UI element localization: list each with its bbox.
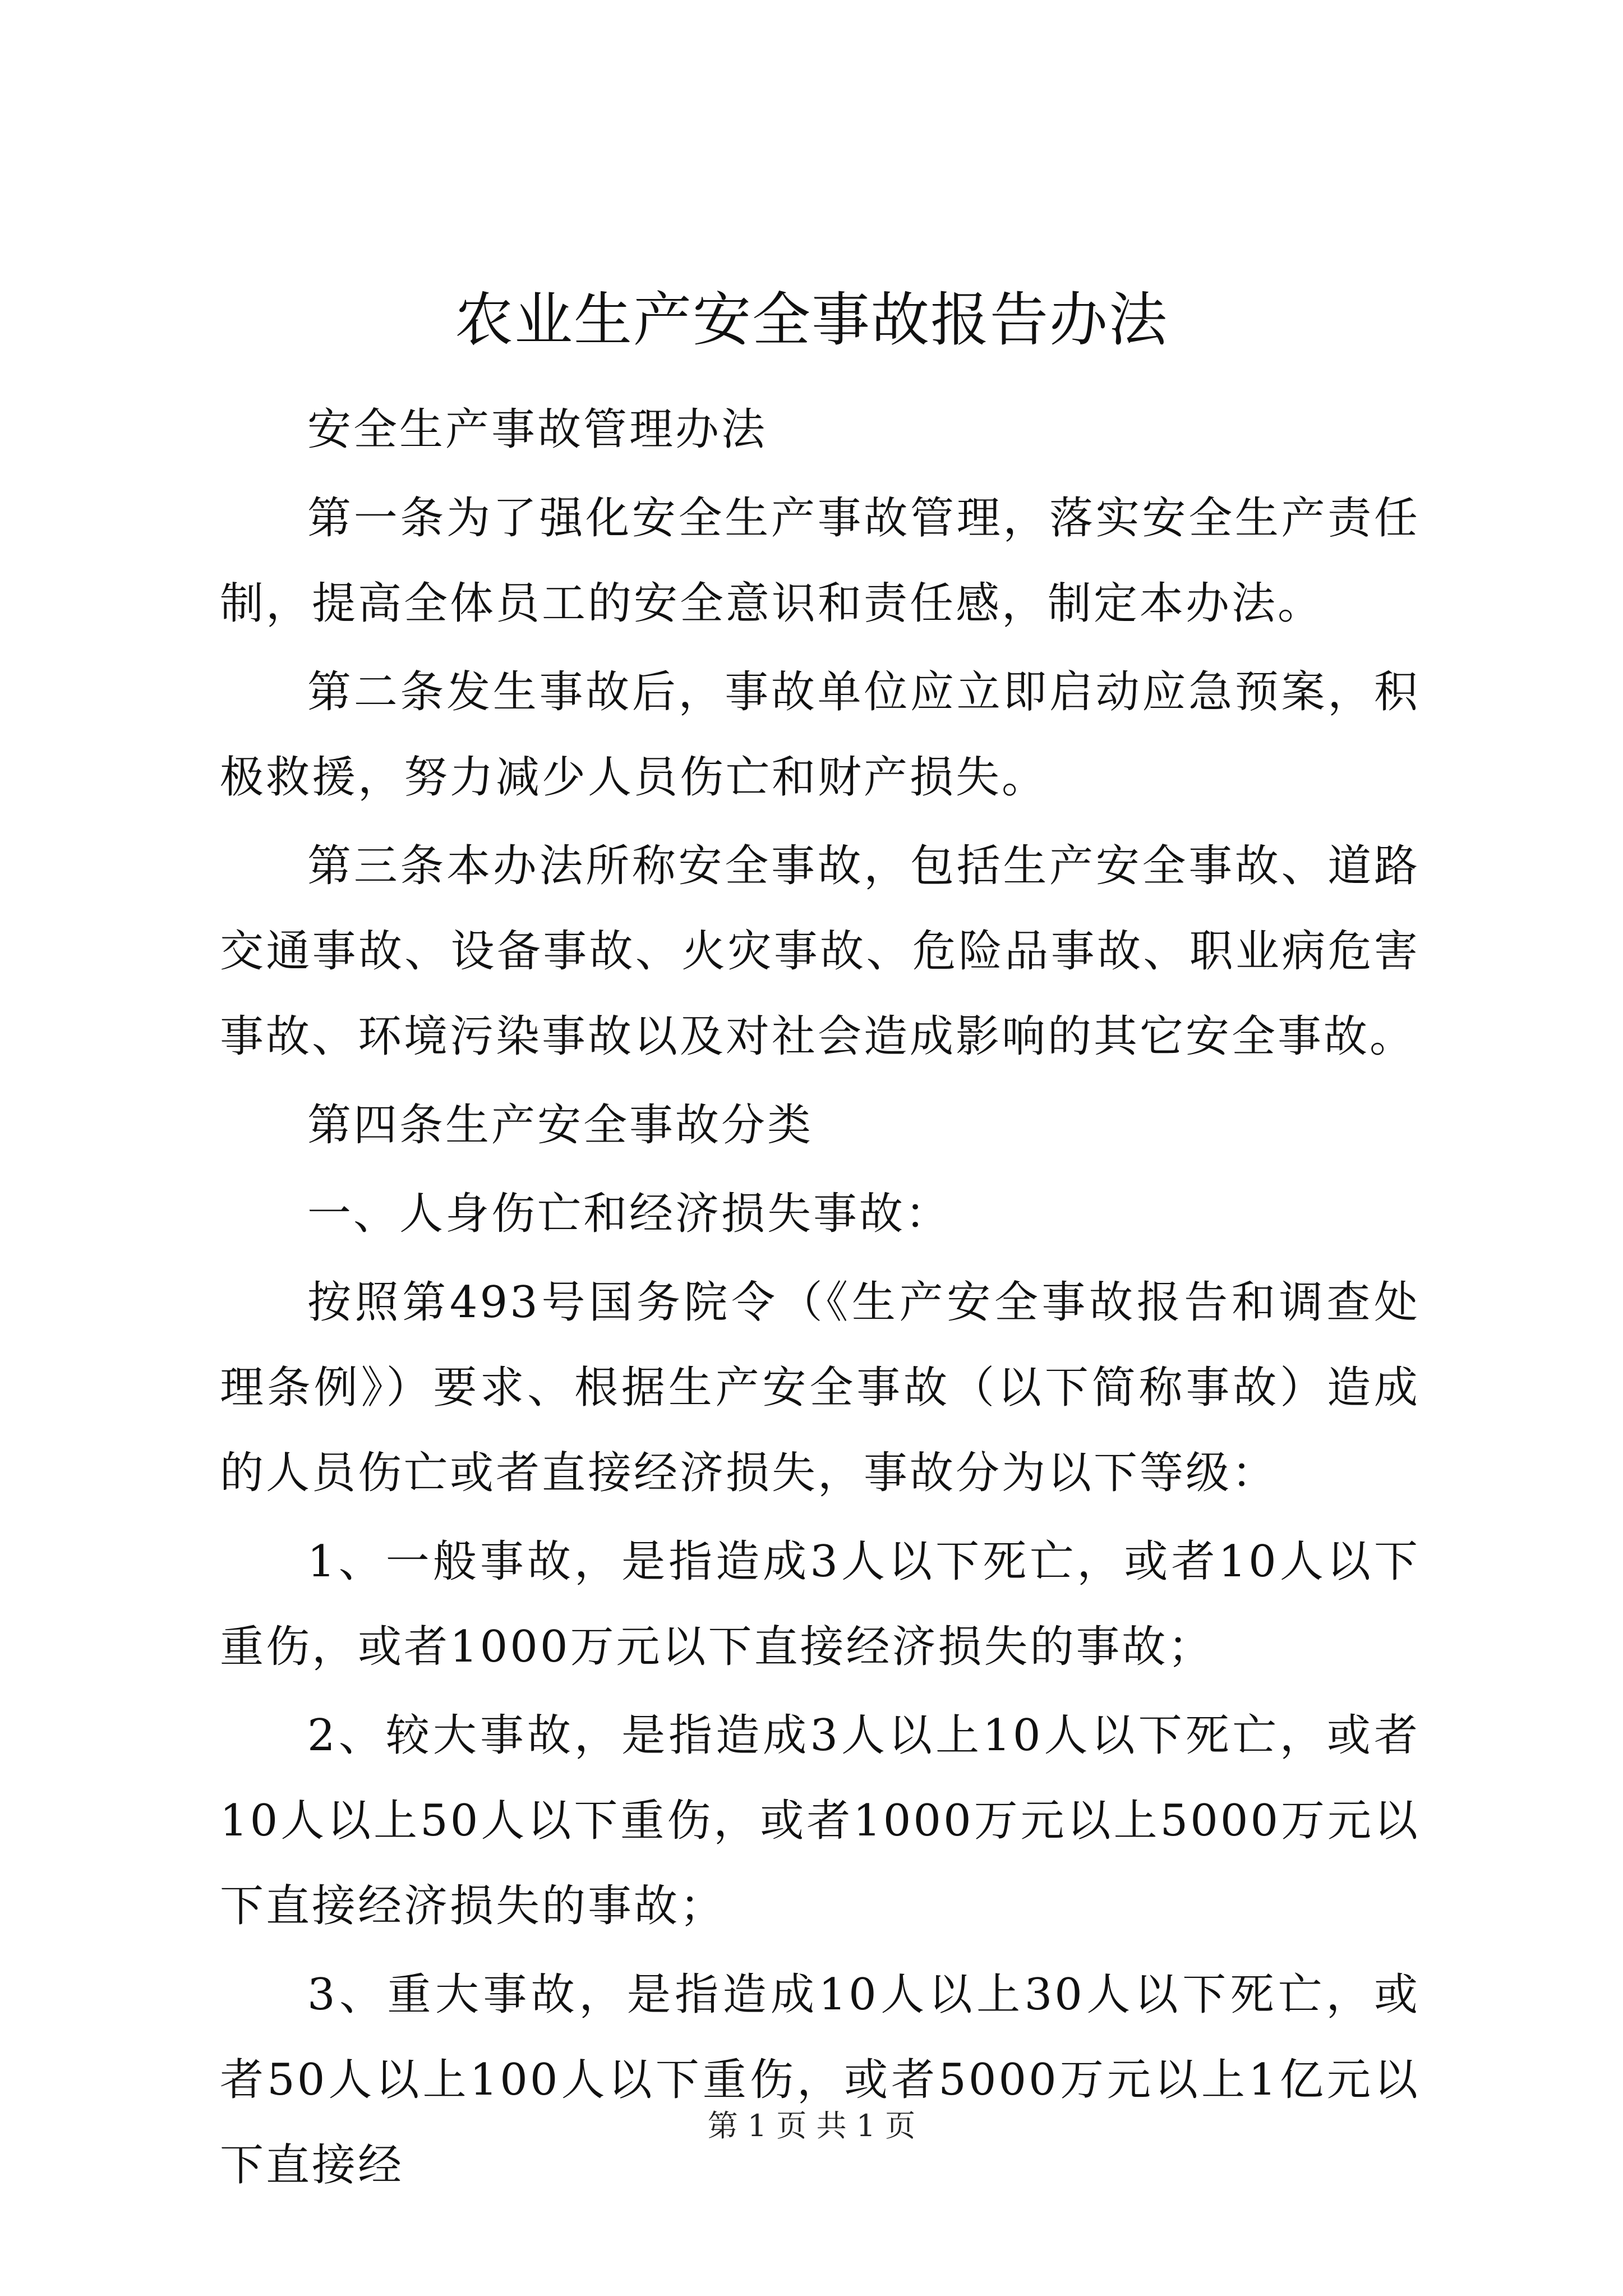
paragraph-heading: 安全生产事故管理办法 — [307, 404, 768, 455]
paragraph-article-3: 第三条本办法所称安全事故，包括生产安全事故、道路交通事故、设备事故、火灾事故、危险品事故、职业病危害事故、环境污染事故以及对社会造成影响的其它安全事故。 — [220, 841, 1420, 1062]
paragraph-article-2: 第二条发生事故后，事故单位应立即启动应急预案，积极救援，努力减少人员伤亡和财产损失。 — [220, 667, 1420, 803]
paragraph-level-1: 1、一般事故，是指造成3人以下死亡，或者10人以下重伤，或者1000万元以下直接经济损失的事故； — [220, 1536, 1420, 1672]
paragraph-level-3: 3、重大事故，是指造成10人以上30人以下死亡，或者50人以上100人以下重伤，或者5000万元以上1亿元以下直接经 — [220, 1970, 1420, 2191]
document-title: 农业生产安全事故报告办法 — [454, 286, 1168, 354]
paragraph-regulation: 按照第493号国务院令（《生产安全事故报告和调查处理条例》）要求、根据生产安全事故（以下简称事故）造成的人员伤亡或者直接经济损失，事故分为以下等级： — [220, 1277, 1420, 1498]
paragraph-article-1: 第一条为了强化安全生产事故管理，落实安全生产责任制，提高全体员工的安全意识和责任感，制定本办法。 — [220, 493, 1420, 629]
document-body — [220, 387, 1420, 2211]
paragraph-article-4: 第四条生产安全事故分类 — [307, 1100, 814, 1151]
page-footer: 第 1 页 共 1 页 — [707, 2108, 916, 2143]
paragraph-level-2: 2、较大事故，是指造成3人以上10人以下死亡，或者10人以上50人以下重伤，或者1000万元以上5000万元以下直接经济损失的事故； — [220, 1710, 1420, 1931]
paragraph-section-1: 一、人身伤亡和经济损失事故： — [307, 1189, 952, 1239]
